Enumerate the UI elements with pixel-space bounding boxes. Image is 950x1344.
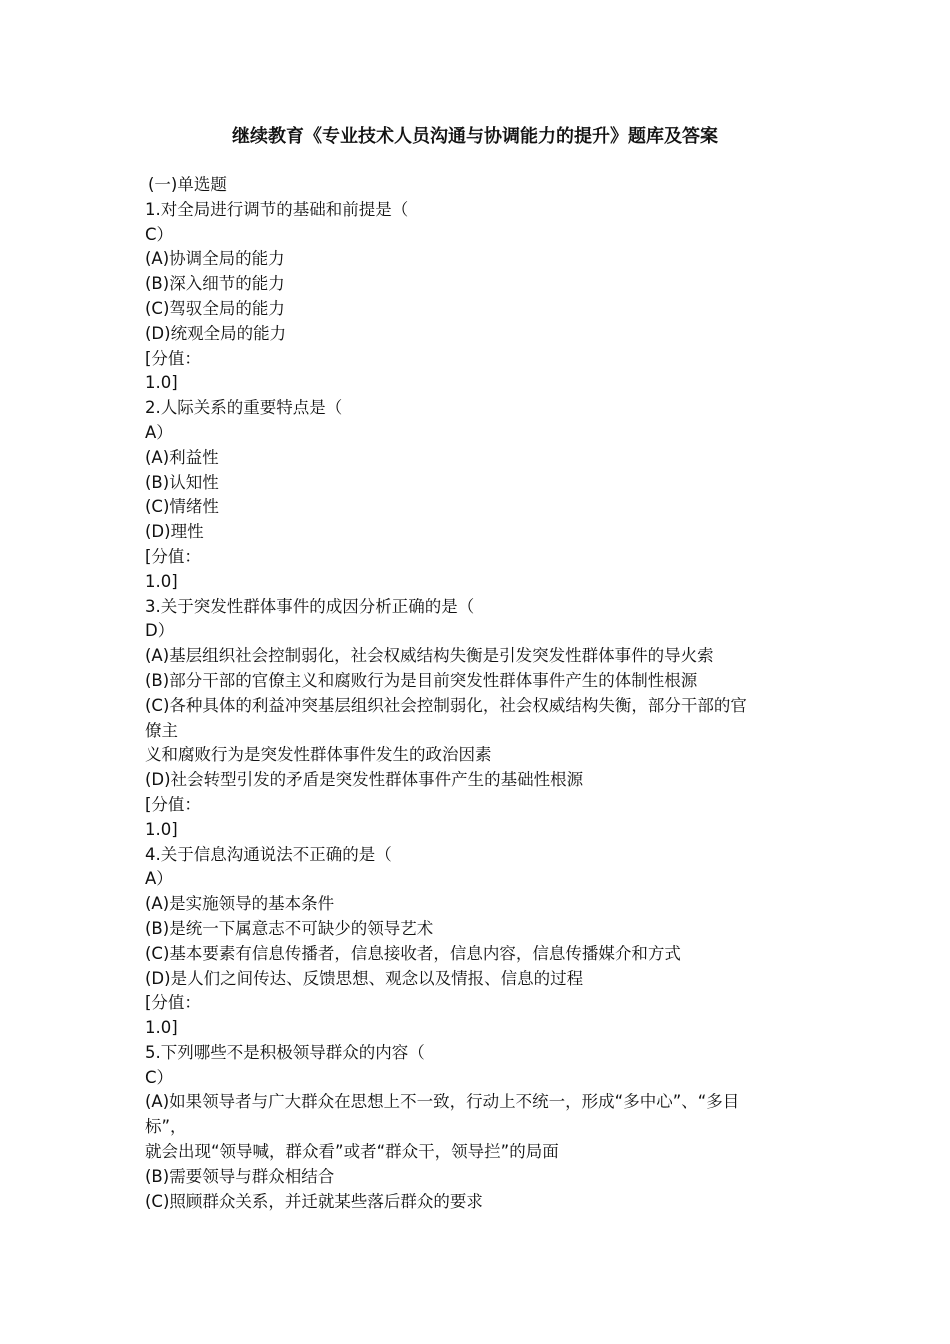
score-value: 1.0] [145,373,178,393]
score-label: [分值： [145,546,201,566]
option-c: (C)驾驭全局的能力 [145,298,285,318]
section-heading: (一)单选题 [148,175,227,194]
score-label: [分值： [145,794,201,814]
question-1 [145,198,845,396]
document-title: 继续教育《专业技术人员沟通与协调能力的提升》题库及答案 [232,126,718,147]
option-c-continued: 义和腐败行为是突发性群体事件发生的政治因素 [145,745,492,765]
question-stem: 3.关于突发性群体事件的成因分析正确的是（ [145,596,475,616]
option-a: (A)是实施领导的基本条件 [145,894,335,914]
option-b: (B)是统一下属意志不可缺少的领导艺术 [145,918,434,938]
option-c: (C)各种具体的利益冲突基层组织社会控制弱化，社会权威结构失衡，部分干部的官 [145,695,747,715]
option-c: (C)照顾群众关系，并迁就某些落后群众的要求 [145,1191,483,1211]
question-3 [145,595,845,843]
option-d: (D)理性 [145,522,204,542]
option-d: (D)社会转型引发的矛盾是突发性群体事件产生的基础性根源 [145,770,584,790]
option-a: (A)如果领导者与广大群众在思想上不一致，行动上不统一，形成“多中心”、“多目 [145,1092,740,1112]
option-b: (B)部分干部的官僚主义和腐败行为是目前突发性群体事件产生的体制性根源 [145,670,698,690]
option-c: (C)情绪性 [145,497,219,517]
option-b: (B)认知性 [145,472,219,492]
option-c-continued: 僚主 [145,720,178,740]
question-2 [145,396,845,594]
score-label: [分值： [145,993,201,1013]
question-stem: 1.对全局进行调节的基础和前提是（ [145,199,409,219]
question-answer: D） [145,621,175,641]
question-5 [145,1041,845,1215]
option-a: (A)基层组织社会控制弱化，社会权威结构失衡是引发突发性群体事件的导火索 [145,646,714,666]
option-b: (B)深入细节的能力 [145,274,285,294]
question-stem: 2.人际关系的重要特点是（ [145,398,343,418]
option-d: (D)统观全局的能力 [145,323,287,343]
score-label: [分值： [145,348,201,368]
question-stem: 4.关于信息沟通说法不正确的是（ [145,844,392,864]
question-answer: C） [145,1067,174,1087]
option-a: (A)协调全局的能力 [145,249,285,269]
option-a: (A)利益性 [145,447,219,467]
option-c: (C)基本要素有信息传播者，信息接收者，信息内容，信息传播媒介和方式 [145,943,681,963]
score-value: 1.0] [145,571,178,591]
question-answer: A） [145,422,173,442]
option-d: (D)是人们之间传达、反馈思想、观念以及情报、信息的过程 [145,968,584,988]
score-value: 1.0] [145,819,178,839]
score-value: 1.0] [145,1018,178,1038]
question-4 [145,843,845,1041]
question-stem: 5.下列哪些不是积极领导群众的内容（ [145,1042,425,1062]
option-b: (B)需要领导与群众相结合 [145,1166,335,1186]
option-a-continued: 就会出现“领导喊，群众看”或者“群众干，领导拦”的局面 [145,1142,559,1162]
question-answer: A） [145,869,173,889]
question-answer: C） [145,224,174,244]
option-a-continued: 标”， [145,1117,187,1137]
question-list [145,173,845,1214]
